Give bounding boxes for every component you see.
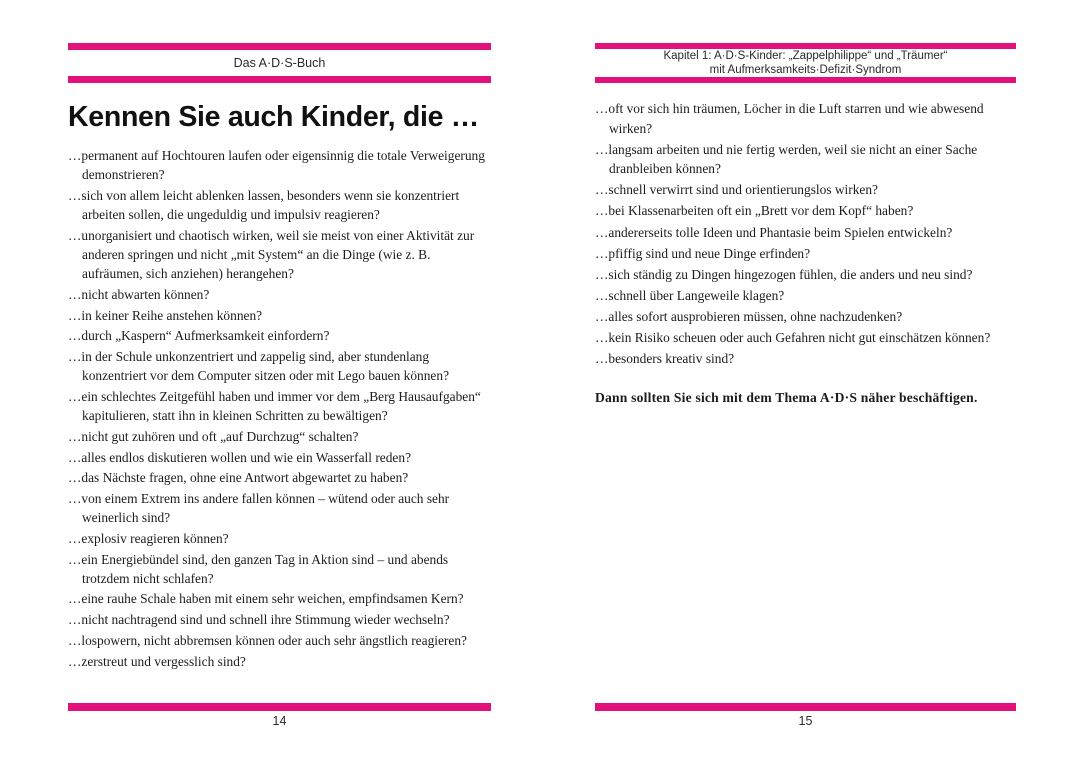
footer-rule xyxy=(68,703,491,711)
question-item: …explosiv reagieren können? xyxy=(68,530,229,546)
question-item: …kein Risiko scheuen oder auch Gefahren nicht gut einschätzen können? xyxy=(595,330,991,346)
question-item: …sich von allem leicht ablenken lassen, besonders wenn sie konzentriert arbeiten sollen, die ungeduldig und impulsiv reagieren? xyxy=(68,187,460,223)
question-item: …nicht gut zuhören und oft „auf Durchzug“ schalten? xyxy=(68,428,359,444)
page-number: 14 xyxy=(272,714,287,728)
question-item: …pfiffig sind und neue Dinge erfinden? xyxy=(595,245,811,261)
question-item: …das Nächste fragen, ohne eine Antwort abgewartet zu haben? xyxy=(68,470,409,486)
question-item: …nicht nachtragend sind und schnell ihre Stimmung wieder wechseln? xyxy=(68,612,450,628)
header-rule-bottom xyxy=(68,76,491,83)
page-footer-left xyxy=(68,703,491,728)
question-item: …in keiner Reihe anstehen können? xyxy=(68,307,263,323)
page-title: Kennen Sie auch Kinder, die … xyxy=(68,101,479,133)
question-item: …nicht abwarten können? xyxy=(68,286,210,302)
running-header-title: Das A·D·S-Buch xyxy=(233,56,326,70)
question-item: …bei Klassenarbeiten oft ein „Brett vor dem Kopf“ haben? xyxy=(595,203,914,219)
header-rule-top xyxy=(68,43,491,50)
question-item: …ein schlechtes Zeitgefühl haben und immer vor dem „Berg Hausaufgaben“ kapitulieren, statt ihn in kleinen Schritten zu bewältigen? xyxy=(68,388,481,424)
page-number: 15 xyxy=(798,714,813,728)
question-item: …unorganisiert und chaotisch wirken, weil sie meist von einer Aktivität zur anderen springen und nicht „mit System“ an die Dinge (wie z. B. aufräumen, sich anziehen) herangehen? xyxy=(68,227,475,282)
question-item: …durch „Kaspern“ Aufmerksamkeit einfordern? xyxy=(68,328,330,344)
running-header-left xyxy=(68,43,491,83)
question-list-right xyxy=(595,99,1016,369)
question-item: …langsam arbeiten und nie fertig werden, weil sie nicht an einer Sache dranbleiben können? xyxy=(595,141,978,177)
question-item: …schnell über Langeweile klagen? xyxy=(595,287,785,303)
question-item: …in der Schule unkonzentriert und zappelig sind, aber stundenlang konzentriert vor dem Computer sitzen oder mit Lego bauen können? xyxy=(68,349,450,384)
question-item: …lospowern, nicht abbremsen können oder auch sehr ängstlich reagieren? xyxy=(68,632,467,648)
chapter-header-line1: Kapitel 1: A·D·S-Kinder: „Zappelphilippe“ und „Träumer“ xyxy=(663,50,948,62)
question-item: …von einem Extrem ins andere fallen können – wütend oder auch sehr weinerlich sind? xyxy=(68,490,450,526)
conclusion-text: Dann sollten Sie sich mit dem Thema A·D·S näher beschäftigen. xyxy=(595,389,978,405)
header-rule-bottom xyxy=(595,77,1016,83)
question-item: …alles endlos diskutieren wollen und wie ein Wasserfall reden? xyxy=(68,449,412,465)
question-list-left xyxy=(68,146,491,671)
question-item: …besonders kreativ sind? xyxy=(595,351,735,367)
question-item: …andererseits tolle Ideen und Phantasie beim Spielen entwickeln? xyxy=(595,224,953,240)
question-item: …sich ständig zu Dingen hingezogen fühlen, die anders und neu sind? xyxy=(595,266,973,282)
question-item: …ein Energiebündel sind, den ganzen Tag in Aktion sind – und abends trotzdem nicht schlafen? xyxy=(68,551,449,586)
question-item: …permanent auf Hochtouren laufen oder eigensinnig die totale Verweigerung demonstrieren? xyxy=(68,148,485,183)
question-item: …zerstreut und vergesslich sind? xyxy=(68,653,246,669)
question-item: …schnell verwirrt sind und orientierungslos wirken? xyxy=(595,182,879,198)
question-item: …oft vor sich hin träumen, Löcher in die Luft starren und wie abwesend wirken? xyxy=(595,101,984,136)
question-item: …eine rauhe Schale haben mit einem sehr weichen, empfindsamen Kern? xyxy=(68,591,464,607)
book-page-right xyxy=(595,0,1016,767)
page-footer-right xyxy=(595,703,1016,728)
chapter-header-line2: mit Aufmerksamkeits·Defizit·Syndrom xyxy=(709,64,902,76)
question-item: …alles sofort ausprobieren müssen, ohne nachzudenken? xyxy=(595,308,903,324)
running-header-right xyxy=(595,43,1016,83)
footer-rule xyxy=(595,703,1016,711)
book-page-left xyxy=(68,0,491,767)
running-header-title xyxy=(595,49,1016,77)
